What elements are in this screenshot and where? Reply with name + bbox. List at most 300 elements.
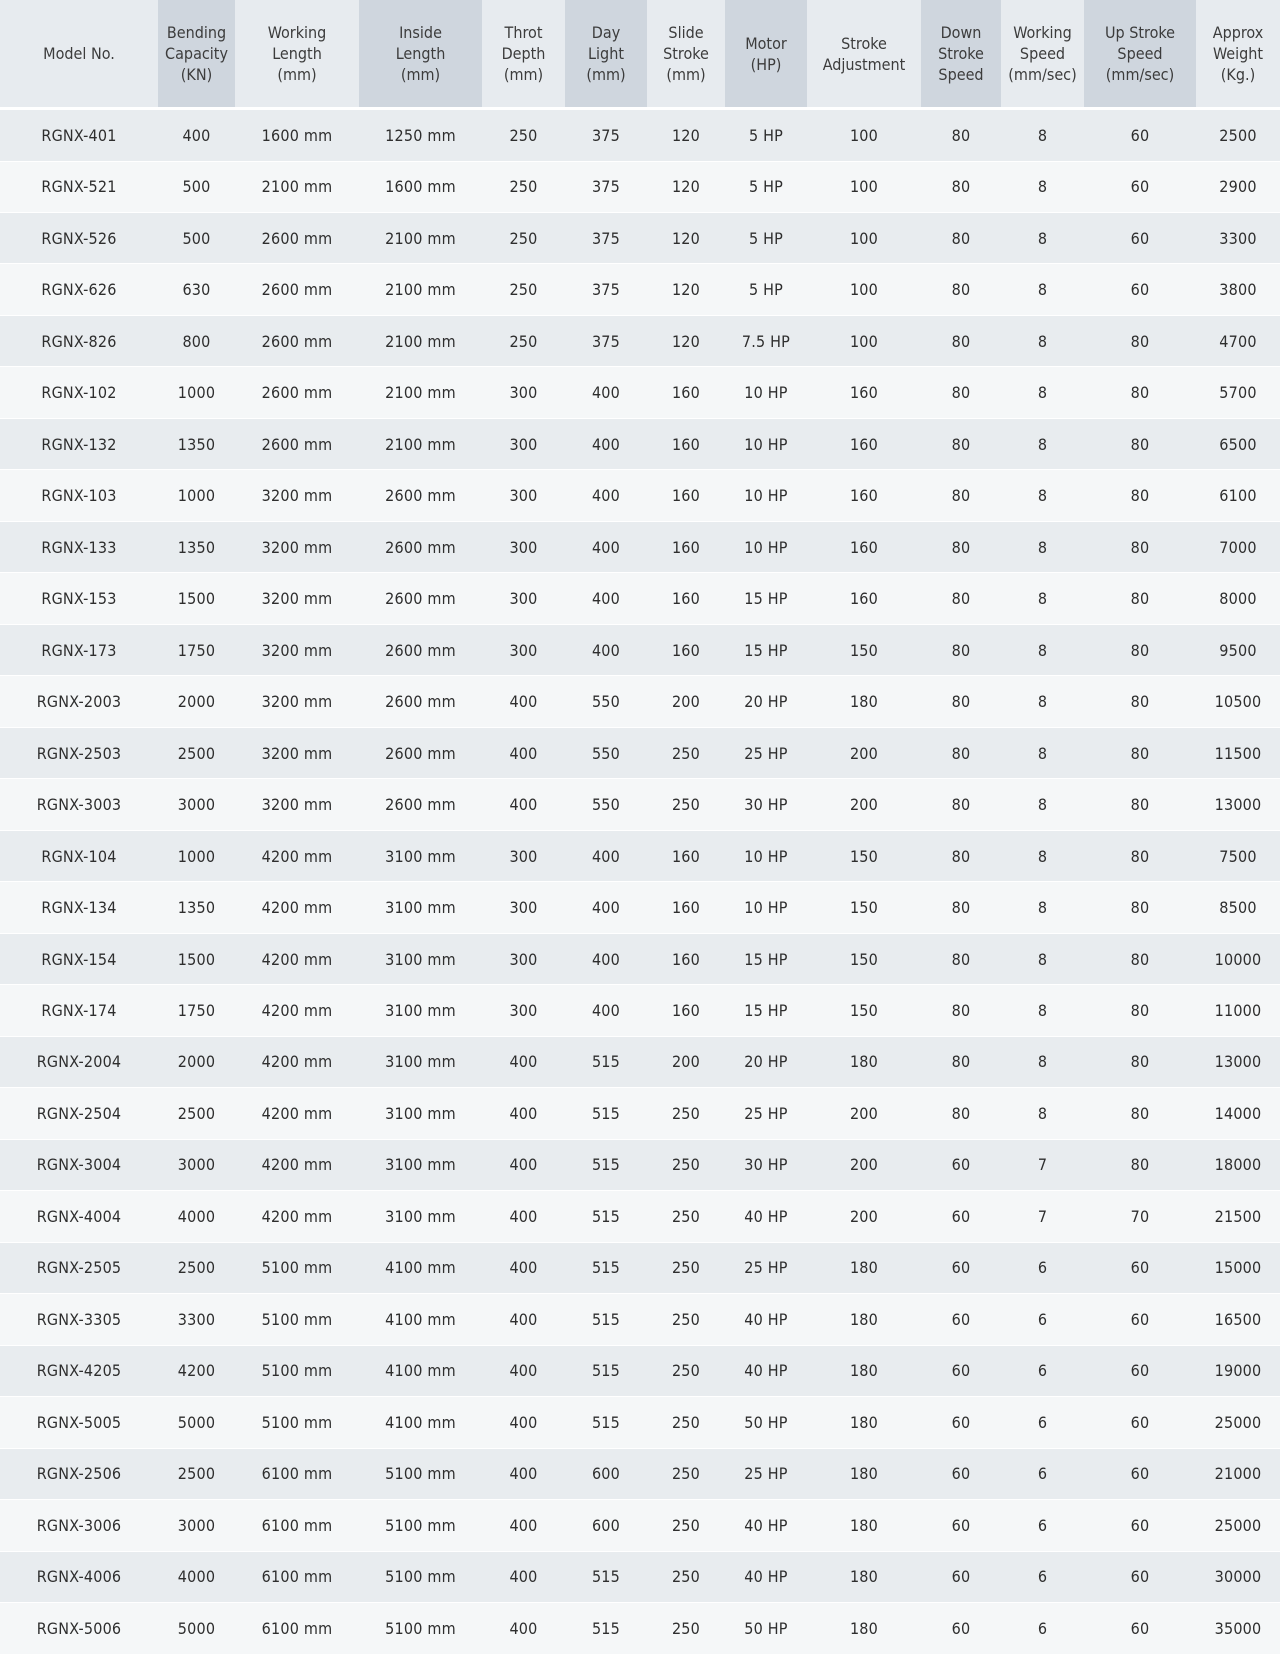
cell-day-light: 515 [565,1139,647,1190]
cell-up-stroke-speed: 80 [1084,1139,1196,1190]
cell-motor: 25 HP [725,1448,807,1499]
cell-approx-weight: 25000 [1196,1500,1280,1551]
cell-bending-capacity: 5000 [158,1397,235,1448]
cell-up-stroke-speed: 80 [1084,933,1196,984]
column-header-stroke-adjustment [807,0,921,109]
cell-day-light: 550 [565,676,647,727]
cell-working-speed: 8 [1001,573,1084,624]
cell-inside-length: 2600 mm [359,624,482,675]
cell-working-speed: 8 [1001,109,1084,162]
cell-slide-stroke: 250 [647,779,725,830]
cell-up-stroke-speed: 60 [1084,1345,1196,1396]
cell-inside-length: 3100 mm [359,1036,482,1087]
cell-working-length: 3200 mm [235,676,359,727]
cell-up-stroke-speed: 80 [1084,985,1196,1036]
cell-throt-depth: 400 [482,1294,565,1345]
cell-down-stroke-speed: 60 [921,1345,1001,1396]
cell-bending-capacity: 1000 [158,367,235,418]
cell-slide-stroke: 250 [647,1191,725,1242]
cell-up-stroke-speed: 80 [1084,676,1196,727]
cell-slide-stroke: 120 [647,213,725,264]
cell-working-speed: 8 [1001,727,1084,778]
column-header-line: Depth [501,44,546,63]
cell-approx-weight: 14000 [1196,1088,1280,1139]
cell-throt-depth: 300 [482,985,565,1036]
cell-down-stroke-speed: 60 [921,1397,1001,1448]
cell-working-speed: 8 [1001,830,1084,881]
cell-working-speed: 6 [1001,1551,1084,1602]
cell-down-stroke-speed: 80 [921,1036,1001,1087]
cell-up-stroke-speed: 70 [1084,1191,1196,1242]
cell-slide-stroke: 250 [647,1345,725,1396]
cell-model: RGNX-626 [0,264,158,315]
cell-day-light: 550 [565,779,647,830]
cell-slide-stroke: 200 [647,1036,725,1087]
cell-stroke-adjustment: 100 [807,264,921,315]
table-row [0,1139,1280,1190]
cell-day-light: 550 [565,727,647,778]
cell-bending-capacity: 3000 [158,1139,235,1190]
column-header-line: (mm/sec) [1008,65,1077,84]
cell-up-stroke-speed: 80 [1084,315,1196,366]
cell-throt-depth: 250 [482,161,565,212]
cell-approx-weight: 21500 [1196,1191,1280,1242]
cell-motor: 40 HP [725,1294,807,1345]
cell-slide-stroke: 160 [647,933,725,984]
cell-day-light: 515 [565,1088,647,1139]
table-row [0,1036,1280,1087]
cell-working-length: 3200 mm [235,521,359,572]
cell-motor: 30 HP [725,1139,807,1190]
cell-inside-length: 2600 mm [359,573,482,624]
cell-model: RGNX-4006 [0,1551,158,1602]
cell-stroke-adjustment: 180 [807,1551,921,1602]
column-header-line: Working [1013,23,1072,42]
cell-working-length: 4200 mm [235,1036,359,1087]
table-row [0,882,1280,933]
cell-bending-capacity: 3000 [158,779,235,830]
column-header-line: Throt [504,23,543,42]
cell-bending-capacity: 500 [158,213,235,264]
cell-throt-depth: 400 [482,676,565,727]
cell-inside-length: 2600 mm [359,676,482,727]
cell-stroke-adjustment: 160 [807,418,921,469]
cell-working-length: 4200 mm [235,933,359,984]
cell-model: RGNX-2503 [0,727,158,778]
cell-motor: 10 HP [725,470,807,521]
cell-working-speed: 8 [1001,676,1084,727]
column-header-line: Slide [668,23,704,42]
cell-motor: 50 HP [725,1603,807,1654]
cell-inside-length: 2600 mm [359,779,482,830]
cell-slide-stroke: 250 [647,1397,725,1448]
cell-working-length: 5100 mm [235,1345,359,1396]
cell-working-length: 3200 mm [235,624,359,675]
cell-throt-depth: 400 [482,1448,565,1499]
cell-up-stroke-speed: 60 [1084,1448,1196,1499]
column-header-working-length [235,0,359,109]
cell-throt-depth: 250 [482,109,565,162]
cell-down-stroke-speed: 80 [921,624,1001,675]
cell-working-speed: 6 [1001,1294,1084,1345]
cell-up-stroke-speed: 60 [1084,1397,1196,1448]
table-row [0,161,1280,212]
cell-down-stroke-speed: 80 [921,367,1001,418]
cell-model: RGNX-153 [0,573,158,624]
cell-motor: 10 HP [725,830,807,881]
cell-model: RGNX-401 [0,109,158,162]
cell-up-stroke-speed: 80 [1084,470,1196,521]
cell-throt-depth: 400 [482,727,565,778]
cell-bending-capacity: 5000 [158,1603,235,1654]
cell-throt-depth: 300 [482,418,565,469]
cell-slide-stroke: 250 [647,1294,725,1345]
cell-model: RGNX-2003 [0,676,158,727]
cell-approx-weight: 11000 [1196,985,1280,1036]
column-header-line: (KN) [180,65,213,84]
column-header-line: Speed [938,65,984,84]
table-row [0,1603,1280,1654]
cell-working-speed: 8 [1001,1088,1084,1139]
cell-inside-length: 3100 mm [359,933,482,984]
cell-inside-length: 4100 mm [359,1397,482,1448]
cell-throt-depth: 400 [482,1036,565,1087]
cell-stroke-adjustment: 180 [807,1242,921,1293]
cell-working-length: 3200 mm [235,470,359,521]
cell-day-light: 400 [565,470,647,521]
cell-model: RGNX-826 [0,315,158,366]
table-row [0,573,1280,624]
table-row [0,830,1280,881]
cell-working-length: 4200 mm [235,830,359,881]
cell-approx-weight: 4700 [1196,315,1280,366]
cell-working-length: 2600 mm [235,418,359,469]
cell-day-light: 400 [565,418,647,469]
cell-working-speed: 6 [1001,1345,1084,1396]
cell-slide-stroke: 120 [647,264,725,315]
column-header-line: Motor [745,33,787,53]
cell-motor: 40 HP [725,1551,807,1602]
cell-working-speed: 8 [1001,367,1084,418]
column-header-line: Day [591,23,621,42]
cell-bending-capacity: 4000 [158,1551,235,1602]
column-header-line: Speed [1019,44,1066,63]
cell-day-light: 515 [565,1551,647,1602]
cell-down-stroke-speed: 60 [921,1448,1001,1499]
cell-bending-capacity: 3300 [158,1294,235,1345]
cell-slide-stroke: 120 [647,109,725,162]
cell-bending-capacity: 3000 [158,1500,235,1551]
cell-throt-depth: 400 [482,1191,565,1242]
table-row [0,1088,1280,1139]
cell-down-stroke-speed: 60 [921,1242,1001,1293]
cell-throt-depth: 300 [482,573,565,624]
cell-approx-weight: 3300 [1196,213,1280,264]
cell-approx-weight: 7500 [1196,830,1280,881]
cell-model: RGNX-526 [0,213,158,264]
column-header-line: Down [940,23,982,42]
cell-throt-depth: 300 [482,367,565,418]
column-header-line: Stroke [938,44,984,63]
cell-bending-capacity: 1000 [158,470,235,521]
cell-working-length: 3200 mm [235,727,359,778]
cell-model: RGNX-134 [0,882,158,933]
cell-bending-capacity: 2500 [158,727,235,778]
cell-motor: 5 HP [725,109,807,162]
cell-up-stroke-speed: 60 [1084,264,1196,315]
cell-working-speed: 8 [1001,985,1084,1036]
column-header-line: Length [395,44,446,63]
table-row [0,985,1280,1036]
cell-working-speed: 8 [1001,779,1084,830]
table-row [0,1500,1280,1551]
cell-up-stroke-speed: 60 [1084,161,1196,212]
cell-down-stroke-speed: 60 [921,1500,1001,1551]
cell-down-stroke-speed: 60 [921,1603,1001,1654]
cell-bending-capacity: 4200 [158,1345,235,1396]
column-header-line: (mm) [277,65,317,84]
cell-up-stroke-speed: 80 [1084,882,1196,933]
cell-throt-depth: 250 [482,264,565,315]
cell-motor: 50 HP [725,1397,807,1448]
cell-working-speed: 8 [1001,161,1084,212]
cell-motor: 10 HP [725,367,807,418]
cell-slide-stroke: 120 [647,315,725,366]
cell-bending-capacity: 2500 [158,1242,235,1293]
cell-working-speed: 6 [1001,1603,1084,1654]
cell-inside-length: 5100 mm [359,1500,482,1551]
cell-inside-length: 4100 mm [359,1242,482,1293]
cell-bending-capacity: 630 [158,264,235,315]
cell-approx-weight: 16500 [1196,1294,1280,1345]
cell-slide-stroke: 250 [647,727,725,778]
cell-down-stroke-speed: 60 [921,1294,1001,1345]
cell-day-light: 400 [565,367,647,418]
cell-slide-stroke: 160 [647,418,725,469]
cell-motor: 25 HP [725,727,807,778]
cell-down-stroke-speed: 80 [921,521,1001,572]
table-row [0,1191,1280,1242]
cell-motor: 7.5 HP [725,315,807,366]
cell-model: RGNX-173 [0,624,158,675]
cell-bending-capacity: 4000 [158,1191,235,1242]
cell-stroke-adjustment: 180 [807,1397,921,1448]
cell-inside-length: 2100 mm [359,418,482,469]
column-header-line: Weight [1212,44,1264,63]
cell-day-light: 375 [565,315,647,366]
cell-slide-stroke: 160 [647,882,725,933]
cell-approx-weight: 25000 [1196,1397,1280,1448]
cell-throt-depth: 400 [482,1551,565,1602]
table-row [0,1551,1280,1602]
cell-down-stroke-speed: 80 [921,933,1001,984]
cell-motor: 30 HP [725,779,807,830]
cell-throt-depth: 400 [482,1345,565,1396]
column-header-down-stroke-speed [921,0,1001,109]
cell-throt-depth: 400 [482,1139,565,1190]
cell-model: RGNX-3006 [0,1500,158,1551]
cell-motor: 10 HP [725,521,807,572]
cell-inside-length: 2100 mm [359,367,482,418]
cell-stroke-adjustment: 200 [807,1139,921,1190]
column-header-motor [725,0,807,109]
cell-working-length: 4200 mm [235,1088,359,1139]
cell-down-stroke-speed: 80 [921,1088,1001,1139]
cell-down-stroke-speed: 80 [921,882,1001,933]
column-header-line: (mm) [586,65,626,84]
cell-bending-capacity: 1000 [158,830,235,881]
table-row [0,1294,1280,1345]
cell-stroke-adjustment: 100 [807,213,921,264]
cell-model: RGNX-154 [0,933,158,984]
column-header-line: Capacity [165,44,228,63]
cell-working-length: 6100 mm [235,1500,359,1551]
cell-slide-stroke: 250 [647,1448,725,1499]
cell-model: RGNX-5006 [0,1603,158,1654]
column-header-line: Approx [1212,23,1264,42]
cell-approx-weight: 30000 [1196,1551,1280,1602]
cell-day-light: 515 [565,1345,647,1396]
cell-day-light: 375 [565,109,647,162]
cell-down-stroke-speed: 80 [921,470,1001,521]
cell-slide-stroke: 250 [647,1242,725,1293]
column-header-line: (HP) [750,54,782,74]
cell-model: RGNX-133 [0,521,158,572]
cell-stroke-adjustment: 150 [807,830,921,881]
cell-bending-capacity: 2000 [158,1036,235,1087]
cell-inside-length: 1250 mm [359,109,482,162]
cell-working-length: 3200 mm [235,779,359,830]
column-header-line: Light [588,44,624,63]
cell-throt-depth: 400 [482,779,565,830]
cell-stroke-adjustment: 180 [807,1036,921,1087]
column-header-line: Bending [166,23,227,42]
cell-slide-stroke: 160 [647,624,725,675]
table-header [0,0,1280,109]
cell-motor: 25 HP [725,1088,807,1139]
cell-slide-stroke: 200 [647,676,725,727]
column-header-line: (mm) [400,65,441,84]
cell-approx-weight: 6500 [1196,418,1280,469]
cell-working-length: 3200 mm [235,573,359,624]
cell-day-light: 400 [565,933,647,984]
cell-bending-capacity: 400 [158,109,235,162]
cell-day-light: 400 [565,624,647,675]
cell-working-speed: 8 [1001,470,1084,521]
cell-up-stroke-speed: 60 [1084,213,1196,264]
cell-inside-length: 3100 mm [359,1139,482,1190]
column-header-day-light [565,0,647,109]
cell-model: RGNX-5005 [0,1397,158,1448]
cell-motor: 5 HP [725,161,807,212]
cell-working-length: 6100 mm [235,1448,359,1499]
cell-motor: 40 HP [725,1345,807,1396]
cell-working-speed: 8 [1001,264,1084,315]
cell-working-speed: 8 [1001,418,1084,469]
cell-stroke-adjustment: 180 [807,1500,921,1551]
cell-model: RGNX-4205 [0,1345,158,1396]
cell-slide-stroke: 250 [647,1500,725,1551]
cell-day-light: 515 [565,1191,647,1242]
cell-model: RGNX-3305 [0,1294,158,1345]
column-header-line: Length [272,44,322,63]
cell-throt-depth: 400 [482,1603,565,1654]
cell-stroke-adjustment: 100 [807,161,921,212]
cell-down-stroke-speed: 80 [921,830,1001,881]
cell-working-length: 2100 mm [235,161,359,212]
column-header-slide-stroke [647,0,725,109]
cell-inside-length: 4100 mm [359,1345,482,1396]
table-row [0,1397,1280,1448]
cell-throt-depth: 300 [482,470,565,521]
cell-inside-length: 4100 mm [359,1294,482,1345]
cell-working-speed: 6 [1001,1397,1084,1448]
column-header-model [0,0,158,109]
cell-down-stroke-speed: 80 [921,727,1001,778]
cell-motor: 40 HP [725,1191,807,1242]
cell-slide-stroke: 160 [647,985,725,1036]
cell-day-light: 375 [565,161,647,212]
cell-up-stroke-speed: 80 [1084,779,1196,830]
cell-day-light: 375 [565,213,647,264]
cell-working-length: 6100 mm [235,1551,359,1602]
cell-working-speed: 8 [1001,521,1084,572]
cell-slide-stroke: 160 [647,573,725,624]
cell-day-light: 400 [565,830,647,881]
cell-approx-weight: 11500 [1196,727,1280,778]
table-body [0,109,1280,1654]
cell-down-stroke-speed: 80 [921,315,1001,366]
cell-throt-depth: 250 [482,315,565,366]
cell-inside-length: 3100 mm [359,1088,482,1139]
table-row [0,933,1280,984]
column-header-line: Model No. [43,44,115,63]
cell-motor: 25 HP [725,1242,807,1293]
cell-working-speed: 6 [1001,1448,1084,1499]
cell-bending-capacity: 1350 [158,521,235,572]
cell-throt-depth: 300 [482,521,565,572]
table-row [0,264,1280,315]
cell-down-stroke-speed: 80 [921,779,1001,830]
cell-stroke-adjustment: 200 [807,727,921,778]
cell-approx-weight: 13000 [1196,779,1280,830]
cell-throt-depth: 300 [482,624,565,675]
cell-inside-length: 2600 mm [359,470,482,521]
cell-inside-length: 3100 mm [359,1191,482,1242]
cell-working-length: 1600 mm [235,109,359,162]
cell-throt-depth: 250 [482,213,565,264]
cell-inside-length: 2100 mm [359,264,482,315]
cell-up-stroke-speed: 80 [1084,521,1196,572]
cell-motor: 5 HP [725,213,807,264]
cell-stroke-adjustment: 160 [807,521,921,572]
cell-approx-weight: 10000 [1196,933,1280,984]
cell-day-light: 600 [565,1500,647,1551]
cell-model: RGNX-2506 [0,1448,158,1499]
cell-stroke-adjustment: 150 [807,882,921,933]
table-row [0,1242,1280,1293]
cell-stroke-adjustment: 180 [807,1345,921,1396]
cell-working-speed: 8 [1001,933,1084,984]
cell-slide-stroke: 250 [647,1603,725,1654]
cell-approx-weight: 8000 [1196,573,1280,624]
cell-model: RGNX-2505 [0,1242,158,1293]
cell-up-stroke-speed: 60 [1084,1294,1196,1345]
column-header-line: Adjustment [822,54,906,74]
cell-stroke-adjustment: 100 [807,315,921,366]
cell-stroke-adjustment: 180 [807,1448,921,1499]
cell-stroke-adjustment: 180 [807,1603,921,1654]
